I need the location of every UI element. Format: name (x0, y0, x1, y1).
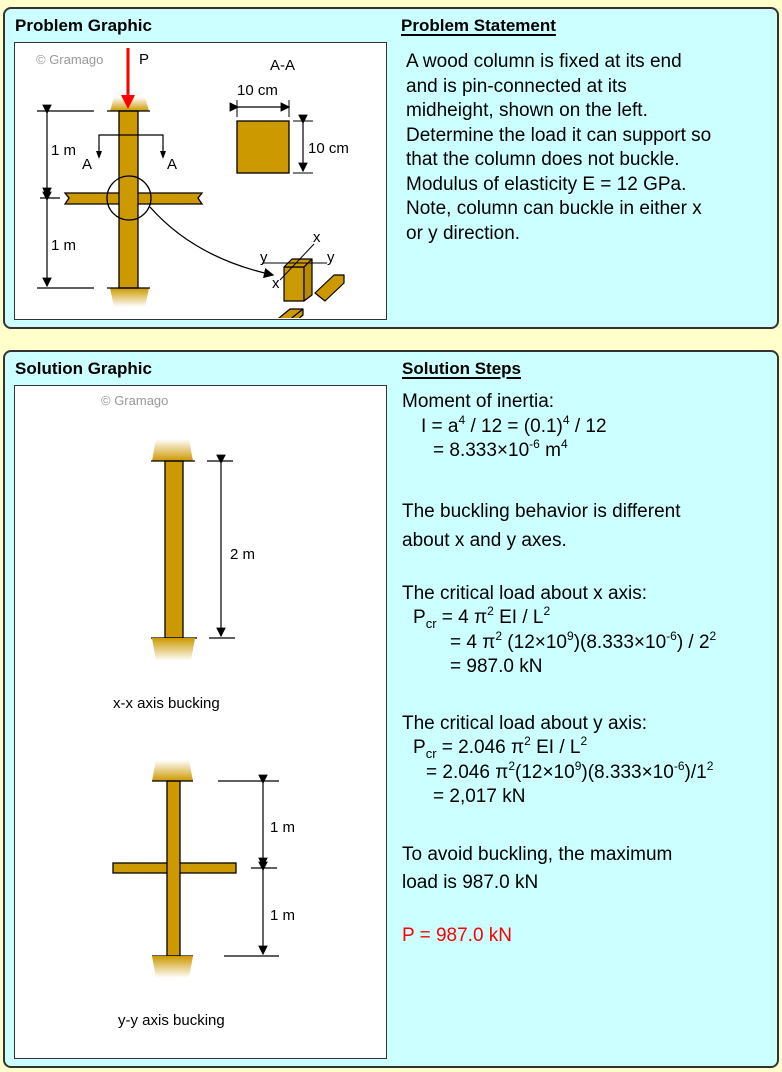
statement-line: and is pin-connected at its (406, 75, 627, 97)
section-title: A-A (270, 57, 296, 74)
statement-line: or y direction. (406, 222, 521, 244)
solution-graphic (14, 385, 387, 1059)
solution-steps (402, 390, 716, 948)
upper-length-label: 1 m (51, 142, 77, 159)
problem-statement-title: Problem Statement (401, 16, 556, 35)
xx-caption: x-x axis bucking (113, 695, 220, 712)
isometric-joint (251, 259, 344, 318)
section-mark-right: A (167, 156, 178, 173)
solution-diagram (15, 386, 385, 1057)
final-answer: P = 987.0 kN (402, 924, 513, 946)
conclusion-line-1: To avoid buckling, the maximum (402, 843, 673, 865)
problem-graphic (14, 42, 387, 320)
problem-panel (3, 7, 779, 329)
solution-steps-title: Solution Steps (402, 359, 521, 378)
y-axis-heading: The critical load about y axis: (402, 712, 648, 734)
watermark: © Gramago (36, 52, 104, 67)
load-label: P (139, 51, 150, 68)
statement-line: midheight, shown on the left. (406, 100, 648, 121)
x-equation-result: = 987.0 kN (450, 656, 543, 677)
statement-line: that the column does not buckle. (406, 149, 680, 170)
axis-x-bottom: x (272, 275, 280, 292)
lower-length-label: 1 m (51, 237, 77, 254)
conclusion-line-2: load is 987.0 kN (402, 872, 539, 893)
watermark: © Gramago (101, 393, 169, 408)
column (119, 111, 138, 288)
yy-column-figure (113, 760, 279, 978)
problem-diagram (15, 43, 385, 318)
x-axis-heading: The critical load about x axis: (402, 582, 648, 604)
axis-x-top: x (313, 229, 321, 246)
inertia-heading: Moment of inertia: (402, 391, 555, 412)
xx-length-label: 2 m (230, 546, 256, 563)
problem-statement (406, 50, 711, 246)
statement-line: A wood column is fixed at its end (406, 51, 682, 72)
cross-section-square (237, 121, 289, 173)
xx-column-figure (151, 439, 235, 661)
yy-caption: y-y axis bucking (118, 1012, 225, 1029)
statement-line: Determine the load it can support so (406, 124, 712, 146)
statement-line: Note, column can buckle in either x (406, 198, 702, 219)
yy-upper-length-label: 1 m (270, 819, 296, 836)
y-equation-2: = 2.046 $\pi^2(12\times 10^9)(8.333\times 10^{-6})/1^2$ (426, 758, 714, 783)
axis-y-right: y (327, 249, 335, 266)
behavior-line-2: about x and y axes. (402, 530, 567, 551)
width-label: 10 cm (237, 82, 278, 99)
bottom-fixed-support (110, 288, 149, 307)
y-equation-result: = 2,017 kN (433, 786, 526, 807)
section-mark-left: A (82, 156, 93, 173)
inertia-equation-1: $I = a^4 / 12 = (0.1)^4 / 12$ (421, 412, 607, 437)
solution-graphic-title: Solution Graphic (15, 359, 152, 378)
x-equation-2: = 4 $\pi^2$ $(12\times 10^9)(8.333\times 10^{-6}) / 2^2$ (450, 628, 717, 653)
axis-y-left: y (260, 249, 268, 266)
detail-arrow (150, 207, 273, 275)
x-equation-1: $P_{cr} = 4$ $\pi^2$ EI / $L^2$ (413, 604, 551, 631)
solution-panel (3, 350, 779, 1068)
y-equation-1: $P_{cr} = 2.046$ $\pi^2$ EI / $L^2$ (413, 734, 588, 761)
yy-lower-length-label: 1 m (270, 907, 296, 924)
height-label: 10 cm (308, 140, 349, 157)
inertia-equation-2: = $8.333\times 10^{-6}$ $m^4$ (433, 437, 568, 461)
problem-graphic-title: Problem Graphic (15, 16, 152, 35)
statement-line: Modulus of elasticity E = 12 GPa. (406, 173, 687, 195)
behavior-line-1: The buckling behavior is different (402, 500, 681, 522)
